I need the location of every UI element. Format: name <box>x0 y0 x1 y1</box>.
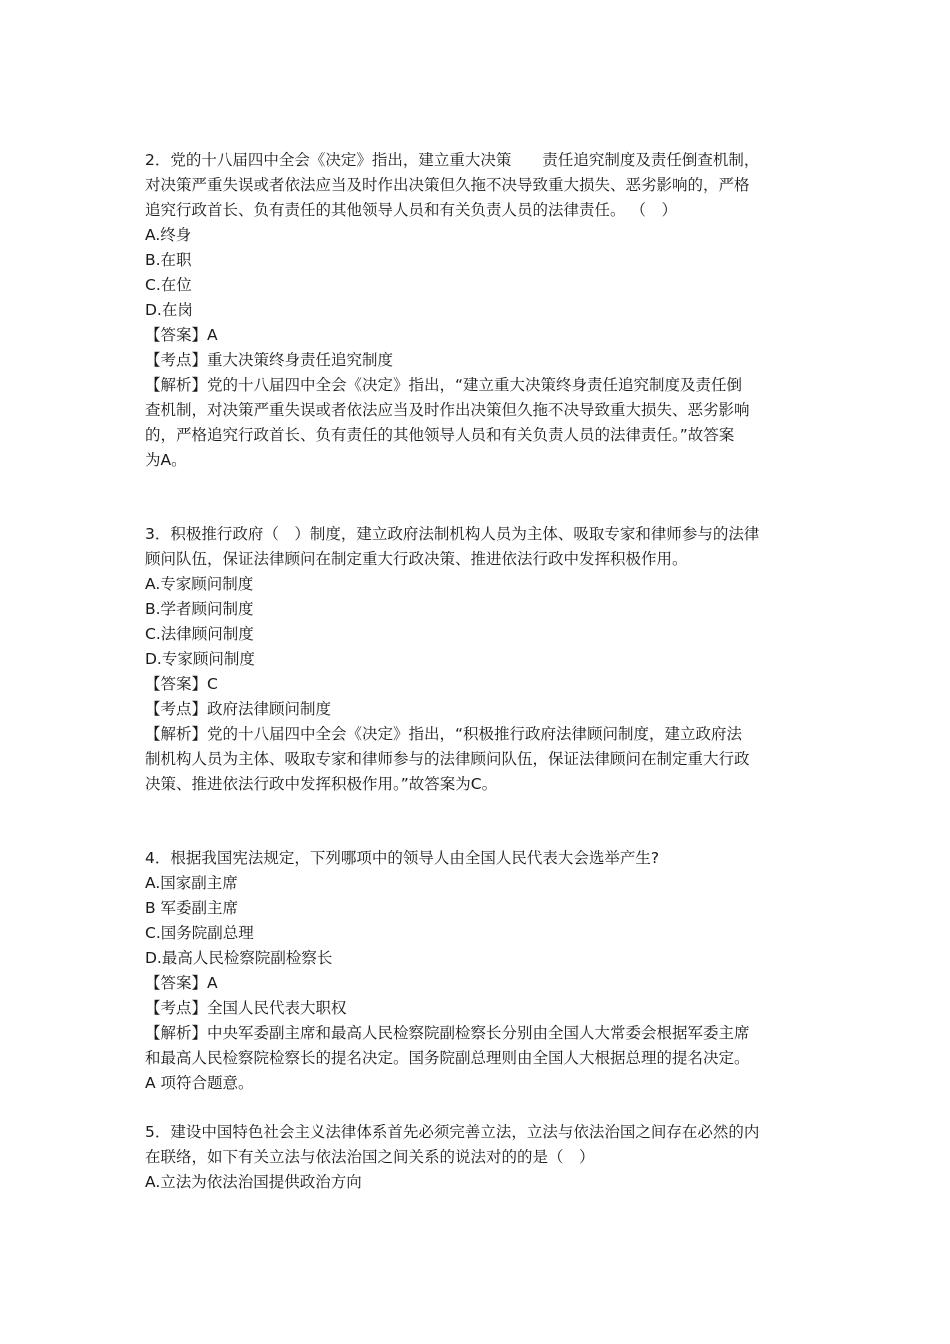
answer-line: 【答案】C <box>145 675 218 693</box>
analysis-line: 为A。 <box>145 451 187 469</box>
analysis-line: 决策、推进依法行政中发挥积极作用。”故答案为C。 <box>145 775 498 793</box>
stem-line: 4．根据我国宪法规定，下列哪项中的领导人由全国人民代表大会选举产生? <box>145 849 660 867</box>
analysis-line: 查机制，对决策严重失误或者依法应当及时作出决策但久拖不决导致重大损失、恶劣影响 <box>145 401 750 419</box>
analysis-line: 【解析】党的十八届四中全会《决定》指出，“积极推行政府法律顾问制度，建立政府法 <box>145 725 743 743</box>
question-stem <box>145 148 813 223</box>
spacer <box>145 473 813 522</box>
stem-line: 顾问队伍，保证法律顾问在制定重大行政决策、推进依法行政中发挥积极作用。 <box>145 550 688 568</box>
question-stem <box>145 1120 813 1170</box>
question-4 <box>145 846 813 1096</box>
topic-line: 【考点】重大决策终身责任追究制度 <box>145 351 394 369</box>
option-c: C.法律顾问制度 <box>145 625 254 643</box>
question-2 <box>145 148 813 473</box>
analysis-line: 制机构人员为主体、吸取专家和律师参与的法律顾问队伍，保证法律顾问在制定重大行政 <box>145 750 750 768</box>
analysis-line: 【解析】中央军委副主席和最高人民检察院副检察长分别由全国人大常委会根据军委主席 <box>145 1024 750 1042</box>
option-b: B.在职 <box>145 251 192 269</box>
stem-line: 2．党的十八届四中全会《决定》指出，建立重大决策 责任追究制度及责任倒查机制， <box>145 151 760 169</box>
option-a: A.国家副主席 <box>145 874 238 892</box>
stem-line: 在联络，如下有关立法与依法治国之间关系的说法对的的是（ ） <box>145 1148 595 1166</box>
analysis-line: A 项符合题意。 <box>145 1074 254 1092</box>
option-b: B 军委副主席 <box>145 899 239 917</box>
spacer <box>145 797 813 846</box>
analysis-line: 的，严格追究行政首长、负有责任的其他领导人员和有关负责人员的法律责任。”故答案 <box>145 426 735 444</box>
stem-line: 对决策严重失误或者依法应当及时作出决策但久拖不决导致重大损失、恶劣影响的，严格 <box>145 176 750 194</box>
question-stem <box>145 522 813 572</box>
topic-line: 【考点】政府法律顾问制度 <box>145 700 332 718</box>
topic-line: 【考点】全国人民代表大职权 <box>145 999 347 1017</box>
document-content <box>145 148 813 1195</box>
option-d: D.最高人民检察院副检察长 <box>145 949 333 967</box>
spacer <box>145 1096 813 1120</box>
answer-blank: （ ） <box>630 201 677 219</box>
analysis-line: 和最高人民检察院检察长的提名决定。国务院副总理则由全国人大根据总理的提名决定。 <box>145 1049 750 1067</box>
question-3 <box>145 522 813 797</box>
option-d: D.在岗 <box>145 301 193 319</box>
option-c: C.国务院副总理 <box>145 924 254 942</box>
stem-line: 3．积极推行政府（ ）制度，建立政府法制机构人员为主体、吸取专家和律师参与的法律 <box>145 525 760 543</box>
option-c: C.在位 <box>145 276 192 294</box>
option-a: A.终身 <box>145 226 192 244</box>
question-stem <box>145 846 813 871</box>
option-d: D.专家顾问制度 <box>145 650 255 668</box>
answer-line: 【答案】A <box>145 326 218 344</box>
option-a: A.立法为依法治国提供政治方向 <box>145 1173 362 1191</box>
answer-line: 【答案】A <box>145 974 218 992</box>
analysis-line: 【解析】党的十八届四中全会《决定》指出，“建立重大决策终身责任追究制度及责任倒 <box>145 376 743 394</box>
option-a: A.专家顾问制度 <box>145 575 254 593</box>
question-5 <box>145 1120 813 1195</box>
option-b: B.学者顾问制度 <box>145 600 254 618</box>
stem-line: 追究行政首长、负有责任的其他领导人员和有关负责人员的法律责任。 <box>145 201 626 219</box>
stem-line: 5．建设中国特色社会主义法律体系首先必须完善立法，立法与依法治国之间存在必然的内 <box>145 1123 760 1141</box>
